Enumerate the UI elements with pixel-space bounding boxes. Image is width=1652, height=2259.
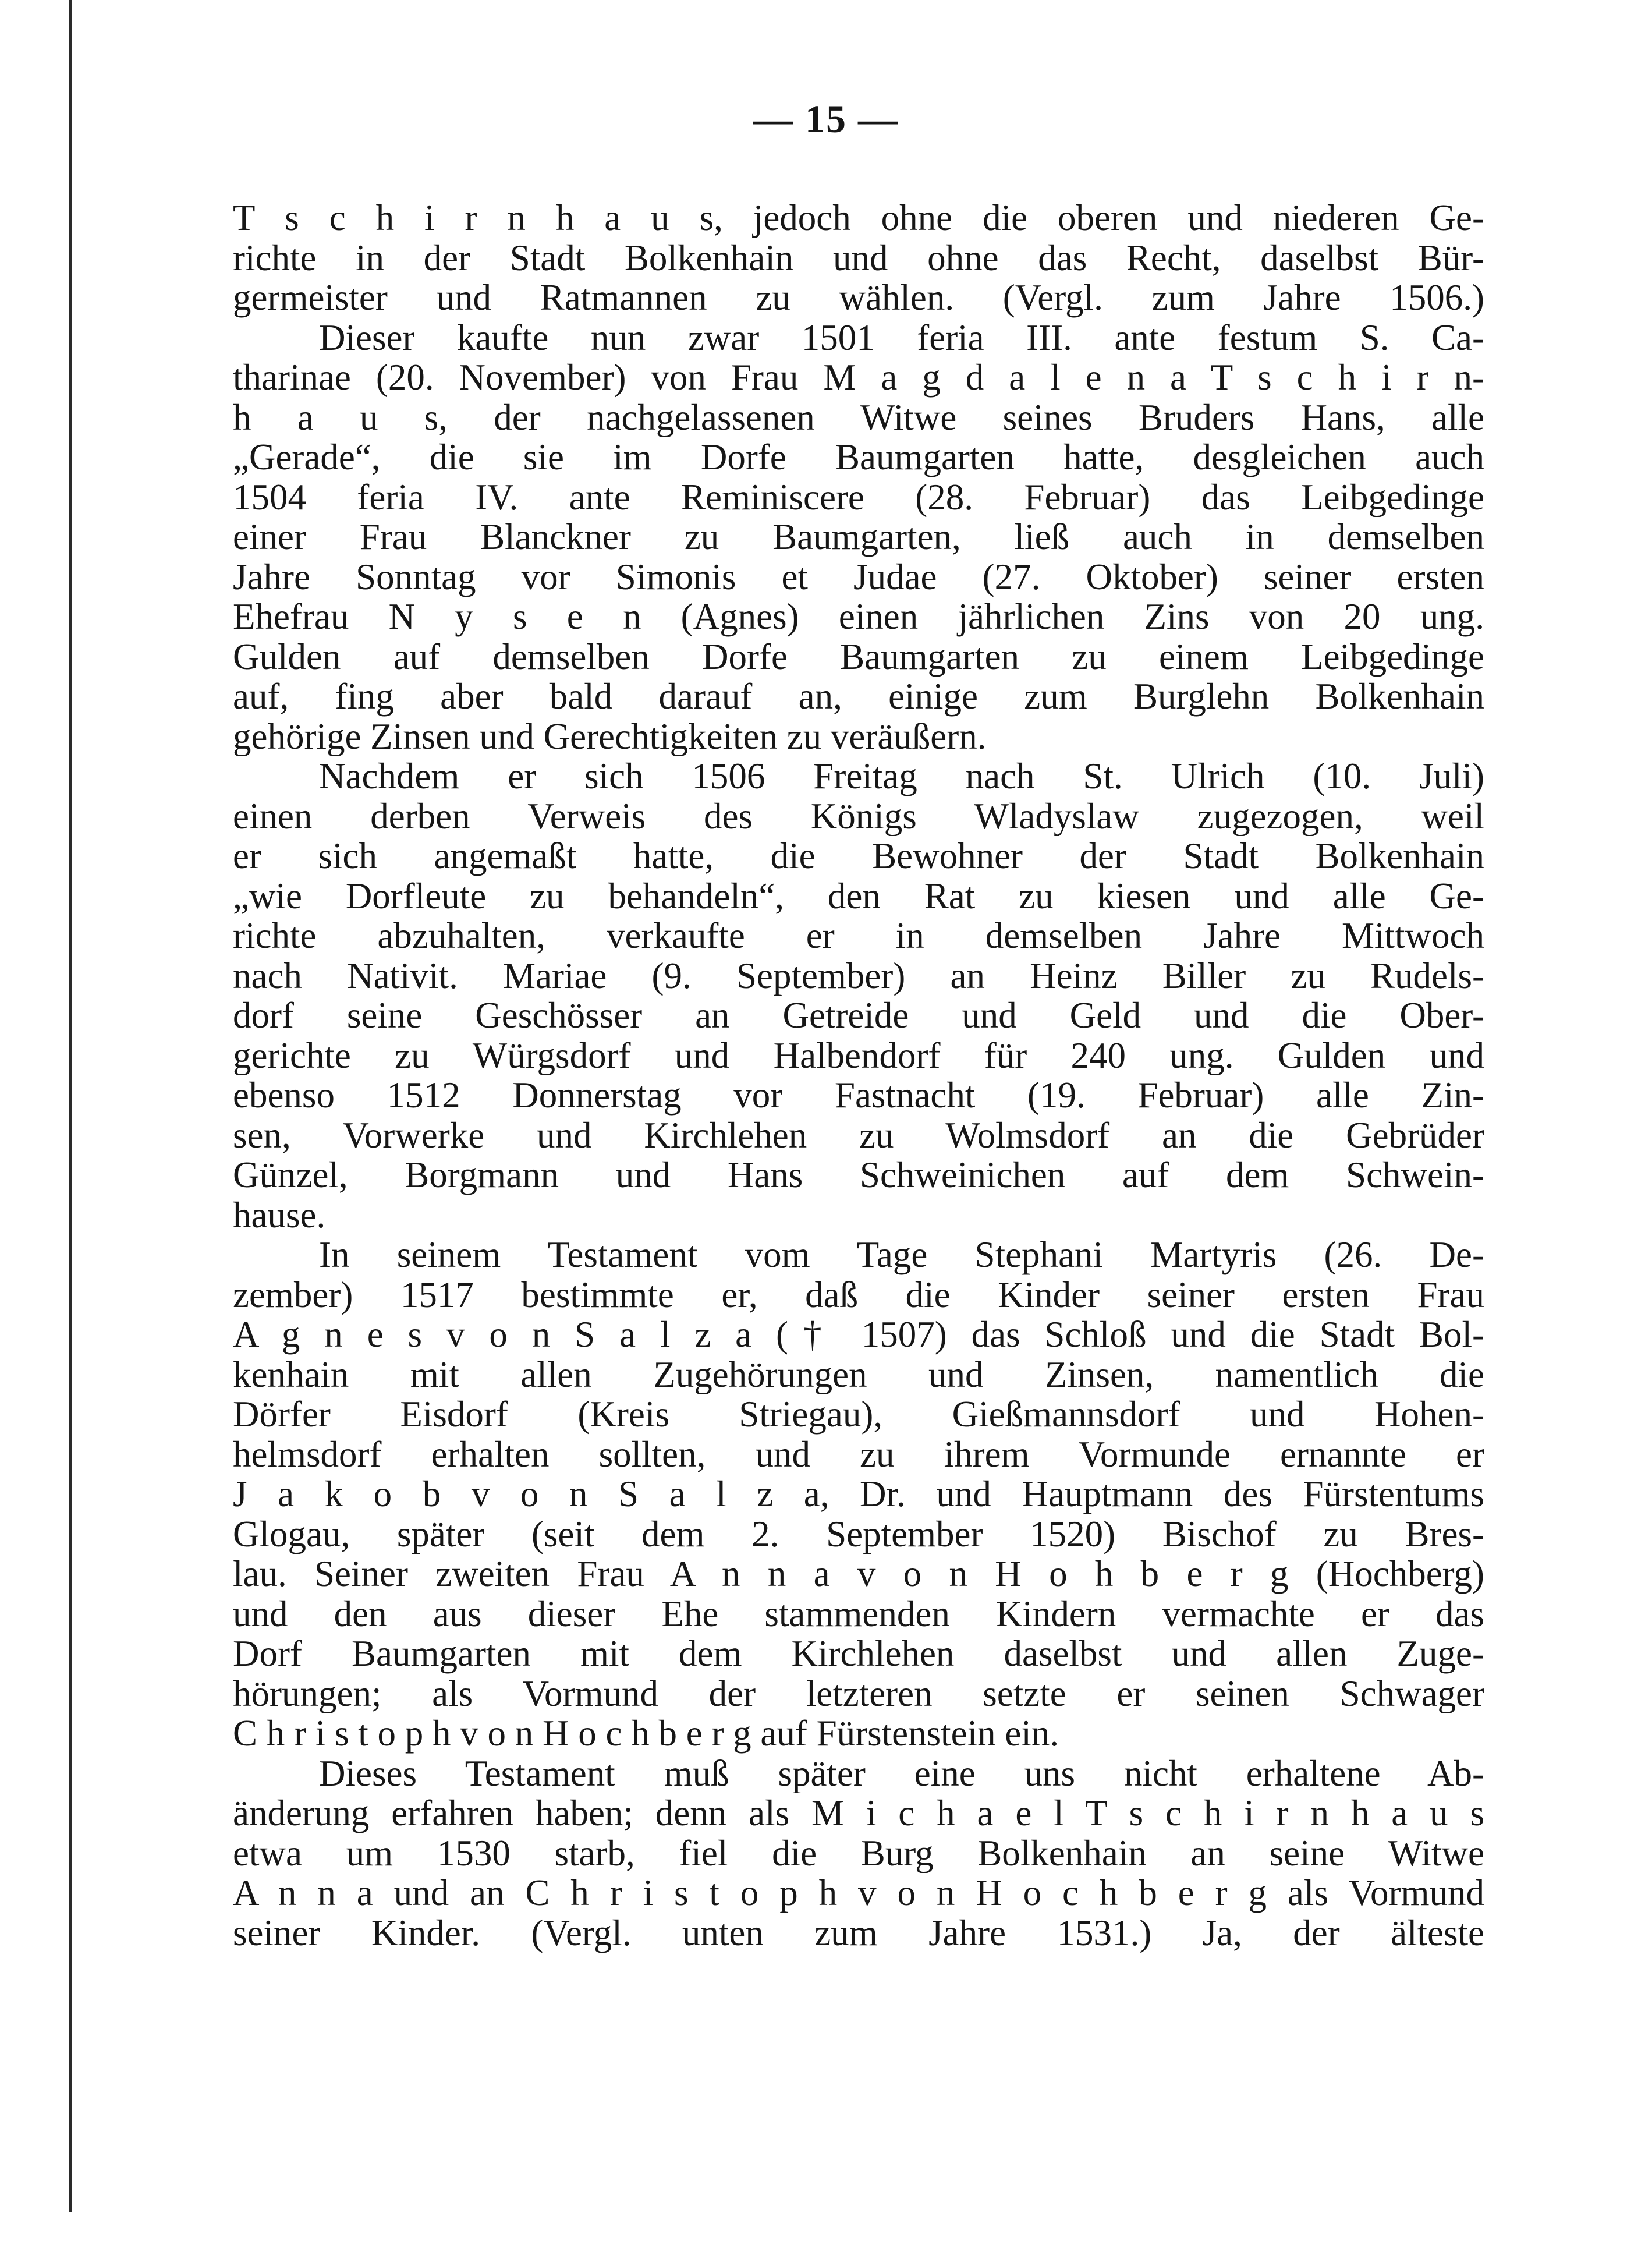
text-line: gerichte zu Würgsdorf und Halbendorf für 240 ung. Gulden und — [233, 1035, 1484, 1075]
text-line: A n n a und an C h r i s t o p h v o n H o c h b e r g als Vormund — [233, 1873, 1484, 1913]
text-line: richte in der Stadt Bolkenhain und ohne das Recht, daselbst Bür- — [233, 238, 1484, 278]
text-line: auf, fing aber bald darauf an, einige zum Burglehn Bolkenhain — [233, 677, 1484, 717]
text-line: gehörige Zinsen und Gerechtigkeiten zu veräußern. — [233, 716, 987, 756]
body-text — [233, 198, 1484, 1953]
text-line: T s c h i r n h a u s, jedoch ohne die oberen und niederen Ge- — [233, 198, 1484, 238]
text-line: Dieser kaufte nun zwar 1501 feria III. ante festum S. Ca- — [319, 317, 1484, 357]
text-line: Ehefrau N y s e n (Agnes) einen jährlichen Zins von 20 ung. — [233, 597, 1484, 637]
text-line: zember) 1517 bestimmte er, daß die Kinder seiner ersten Frau — [233, 1274, 1484, 1315]
text-line: einen derben Verweis des Königs Wladyslaw zugezogen, weil — [233, 796, 1484, 836]
text-line: Nachdem er sich 1506 Freitag nach St. Ulrich (10. Juli) — [319, 756, 1484, 796]
text-line: In seinem Testament vom Tage Stephani Martyris (26. De- — [319, 1235, 1484, 1275]
text-line: und den aus dieser Ehe stammenden Kindern vermachte er das — [233, 1594, 1484, 1634]
text-line: seiner Kinder. (Vergl. unten zum Jahre 1531.) Ja, der älteste — [233, 1913, 1484, 1953]
text-line: germeister und Ratmannen zu wählen. (Vergl. zum Jahre 1506.) — [233, 278, 1484, 318]
text-line: Dörfer Eisdorf (Kreis Striegau), Gießmannsdorf und Hohen- — [233, 1394, 1484, 1435]
text-line: J a k o b v o n S a l z a, Dr. und Hauptmann des Fürstentums — [233, 1474, 1484, 1514]
text-line: Dieses Testament muß später eine uns nicht erhaltene Ab- — [319, 1753, 1484, 1793]
text-line: änderung erfahren haben; denn als M i c h a e l T s c h i r n h a u s — [233, 1793, 1484, 1833]
text-line: h a u s, der nachgelassenen Witwe seines Bruders Hans, alle — [233, 397, 1484, 437]
text-line: hause. — [233, 1195, 326, 1235]
text-line: „wie Dorfleute zu behandeln“, den Rat zu kiesen und alle Ge- — [233, 876, 1484, 916]
text-line: A g n e s v o n S a l z a († 1507) das Schloß und die Stadt Bol- — [233, 1315, 1484, 1355]
text-line: C h r i s t o p h v o n H o c h b e r g auf Fürstenstein ein. — [233, 1713, 1059, 1754]
text-line: einer Frau Blanckner zu Baumgarten, ließ auch in demselben — [233, 517, 1484, 557]
text-line: lau. Seiner zweiten Frau A n n a v o n H o h b e r g (Hochberg) — [233, 1554, 1484, 1594]
text-line: 1504 feria IV. ante Reminiscere (28. Februar) das Leibgedinge — [233, 477, 1484, 517]
text-line: „Gerade“, die sie im Dorfe Baumgarten hatte, desgleichen auch — [233, 437, 1484, 477]
page-number: — 15 — — [753, 97, 899, 141]
text-line: kenhain mit allen Zugehörungen und Zinsen, namentlich die — [233, 1354, 1484, 1394]
text-line: dorf seine Geschösser an Getreide und Geld und die Ober- — [233, 996, 1484, 1036]
text-line: Glogau, später (seit dem 2. September 1520) Bischof zu Bres- — [233, 1514, 1484, 1554]
text-line: sen, Vorwerke und Kirchlehen zu Wolmsdorf an die Gebrüder — [233, 1115, 1484, 1155]
text-line: Günzel, Borgmann und Hans Schweinichen auf dem Schwein- — [233, 1155, 1484, 1195]
text-line: Dorf Baumgarten mit dem Kirchlehen daselbst und allen Zuge- — [233, 1634, 1484, 1674]
text-line: hörungen; als Vormund der letzteren setzte er seinen Schwager — [233, 1673, 1484, 1713]
page-edge-line — [69, 0, 72, 2212]
text-line: etwa um 1530 starb, fiel die Burg Bolkenhain an seine Witwe — [233, 1833, 1484, 1873]
text-line: Gulden auf demselben Dorfe Baumgarten zu einem Leibgedinge — [233, 636, 1484, 677]
text-line: Jahre Sonntag vor Simonis et Judae (27. Oktober) seiner ersten — [233, 557, 1484, 597]
text-line: ebenso 1512 Donnerstag vor Fastnacht (19. Februar) alle Zin- — [233, 1075, 1484, 1116]
text-line: richte abzuhalten, verkaufte er in demselben Jahre Mittwoch — [233, 916, 1484, 956]
text-line: er sich angemaßt hatte, die Bewohner der Stadt Bolkenhain — [233, 836, 1484, 876]
text-line: nach Nativit. Mariae (9. September) an Heinz Biller zu Rudels- — [233, 955, 1484, 996]
text-line: helmsdorf erhalten sollten, und zu ihrem Vormunde ernannte er — [233, 1434, 1484, 1474]
text-line: tharinae (20. November) von Frau M a g d a l e n a T s c h i r n- — [233, 357, 1484, 398]
